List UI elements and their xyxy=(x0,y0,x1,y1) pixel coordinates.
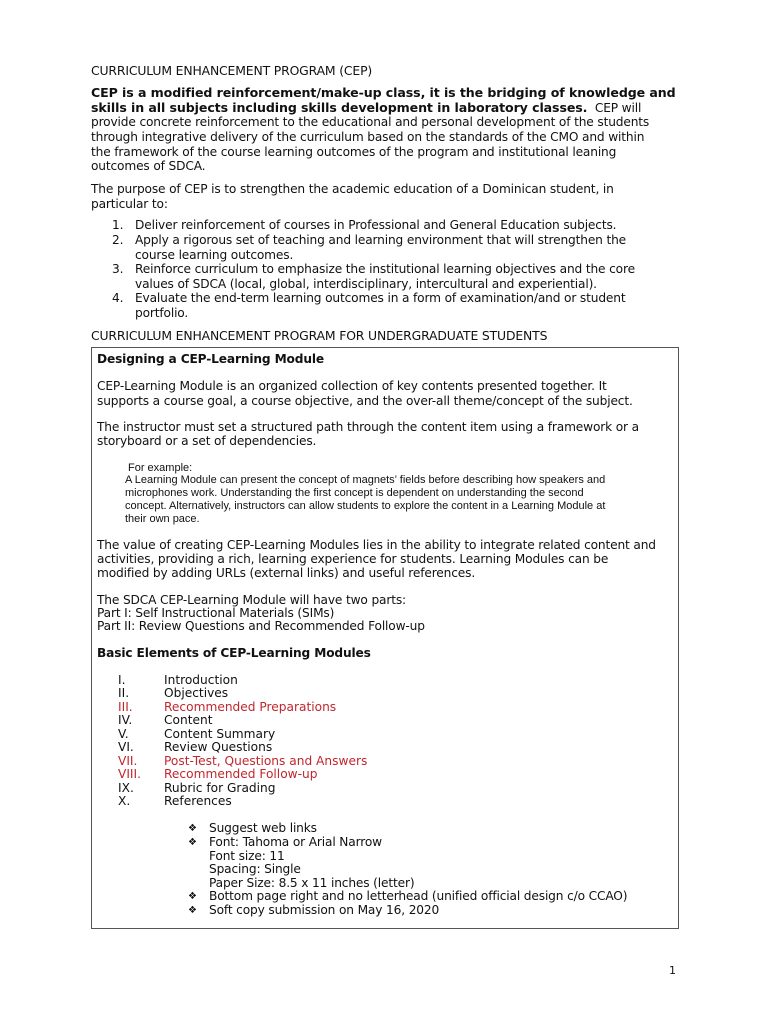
element-numeral: IX. xyxy=(118,781,134,795)
element-label: Post-Test, Questions and Answers xyxy=(164,754,368,768)
purpose-line-2: particular to: xyxy=(91,197,168,211)
guideline-item: Font size: 11 xyxy=(209,849,285,863)
example-line: concept. Alternatively, instructors can allow students to explore the content in a Learning Module at xyxy=(125,500,606,512)
box-p4-line-2: Part I: Self Instructional Materials (SIMs) xyxy=(97,606,335,620)
diamond-bullet-icon: ❖ xyxy=(188,905,197,916)
goal-text: course learning outcomes. xyxy=(135,248,294,262)
intro-line-5: the framework of the course learning outcomes of the program and institutional leaning xyxy=(91,145,617,159)
intro-line-2 xyxy=(91,100,641,116)
goal-number: 4. xyxy=(112,291,124,305)
page-number: 1 xyxy=(669,964,676,977)
element-numeral: IV. xyxy=(118,713,133,727)
goal-text: portfolio. xyxy=(135,306,189,320)
box-p1-line-1: CEP-Learning Module is an organized collection of key contents presented together. It xyxy=(97,379,607,393)
element-numeral: VIII. xyxy=(118,767,141,781)
element-numeral: III. xyxy=(118,700,133,714)
box-p3-line-2: activities, providing a rich, learning experience for students. Learning Modules can be xyxy=(97,552,609,566)
purpose-line-1: The purpose of CEP is to strengthen the academic education of a Dominican student, in xyxy=(91,182,614,196)
elements-title: Basic Elements of CEP-Learning Modules xyxy=(97,646,371,660)
guideline-item: Paper Size: 8.5 x 11 inches (letter) xyxy=(209,876,415,890)
example-line: microphones work. Understanding the first concept is dependent on understanding the second xyxy=(125,487,584,499)
guideline-item: Soft copy submission on May 16, 2020 xyxy=(209,903,440,917)
heading-undergraduate: CURRICULUM ENHANCEMENT PROGRAM FOR UNDERGRADUATE STUDENTS xyxy=(91,328,548,343)
intro-bold-line-2: skills in all subjects including skills development in laboratory classes. xyxy=(91,100,588,115)
element-label: Recommended Follow-up xyxy=(164,767,318,781)
goal-number: 2. xyxy=(112,233,124,247)
box-p1-line-2: supports a course goal, a course objective, and the over-all theme/concept of the subject. xyxy=(97,394,633,408)
goal-text: Reinforce curriculum to emphasize the institutional learning objectives and the core xyxy=(135,262,635,276)
goal-number: 1. xyxy=(112,218,124,232)
goal-text: Apply a rigorous set of teaching and learning environment that will strengthen the xyxy=(135,233,627,247)
heading-cep: CURRICULUM ENHANCEMENT PROGRAM (CEP) xyxy=(91,63,373,78)
goal-number: 3. xyxy=(112,262,124,276)
box-p4-line-1: The SDCA CEP-Learning Module will have two parts: xyxy=(97,593,407,607)
goal-text: Evaluate the end-term learning outcomes in a form of examination/and or student xyxy=(135,291,626,305)
element-numeral: I. xyxy=(118,673,126,687)
guideline-item: Spacing: Single xyxy=(209,862,301,876)
box-p4-line-3: Part II: Review Questions and Recommended Follow-up xyxy=(97,619,425,633)
guideline-item: Suggest web links xyxy=(209,821,317,835)
diamond-bullet-icon: ❖ xyxy=(188,823,197,834)
element-label: Objectives xyxy=(164,686,229,700)
element-label: Content Summary xyxy=(164,727,276,741)
intro-bold-line-1: CEP is a modified reinforcement/make-up class, it is the bridging of knowledge and xyxy=(91,85,676,100)
element-numeral: VII. xyxy=(118,754,138,768)
element-label: Introduction xyxy=(164,673,238,687)
goal-text: Deliver reinforcement of courses in Professional and General Education subjects. xyxy=(135,218,617,232)
element-label: Rubric for Grading xyxy=(164,781,276,795)
box-p3-line-3: modified by adding URLs (external links) and useful references. xyxy=(97,566,476,580)
box-title: Designing a CEP-Learning Module xyxy=(97,352,325,366)
element-label: References xyxy=(164,794,232,808)
intro-line-3: provide concrete reinforcement to the educational and personal development of the students xyxy=(91,115,650,129)
element-numeral: II. xyxy=(118,686,130,700)
element-label: Recommended Preparations xyxy=(164,700,337,714)
guideline-item: Bottom page right and no letterhead (unified official design c/o CCAO) xyxy=(209,889,628,903)
example-line: their own pace. xyxy=(125,513,200,525)
intro-line-2-rest: CEP will xyxy=(594,101,642,115)
example-label: For example: xyxy=(128,462,193,474)
intro-line-4: through integrative delivery of the curriculum based on the standards of the CMO and within xyxy=(91,130,645,144)
goal-text: values of SDCA (local, global, interdisciplinary, intercultural and experiential). xyxy=(135,277,597,291)
element-numeral: V. xyxy=(118,727,129,741)
element-numeral: X. xyxy=(118,794,131,808)
example-line: A Learning Module can present the concept of magnets’ fields before describing how speakers and xyxy=(125,474,606,486)
box-p2-line-1: The instructor must set a structured path through the content item using a framework or a xyxy=(97,420,639,434)
element-label: Content xyxy=(164,713,213,727)
box-p2-line-2: storyboard or a set of dependencies. xyxy=(97,434,317,448)
box-p3-line-1: The value of creating CEP-Learning Modules lies in the ability to integrate related content and xyxy=(97,538,656,552)
guideline-item: Font: Tahoma or Arial Narrow xyxy=(209,835,382,849)
diamond-bullet-icon: ❖ xyxy=(188,891,197,902)
diamond-bullet-icon: ❖ xyxy=(188,837,197,848)
intro-line-6: outcomes of SDCA. xyxy=(91,159,206,173)
element-label: Review Questions xyxy=(164,740,273,754)
element-numeral: VI. xyxy=(118,740,134,754)
